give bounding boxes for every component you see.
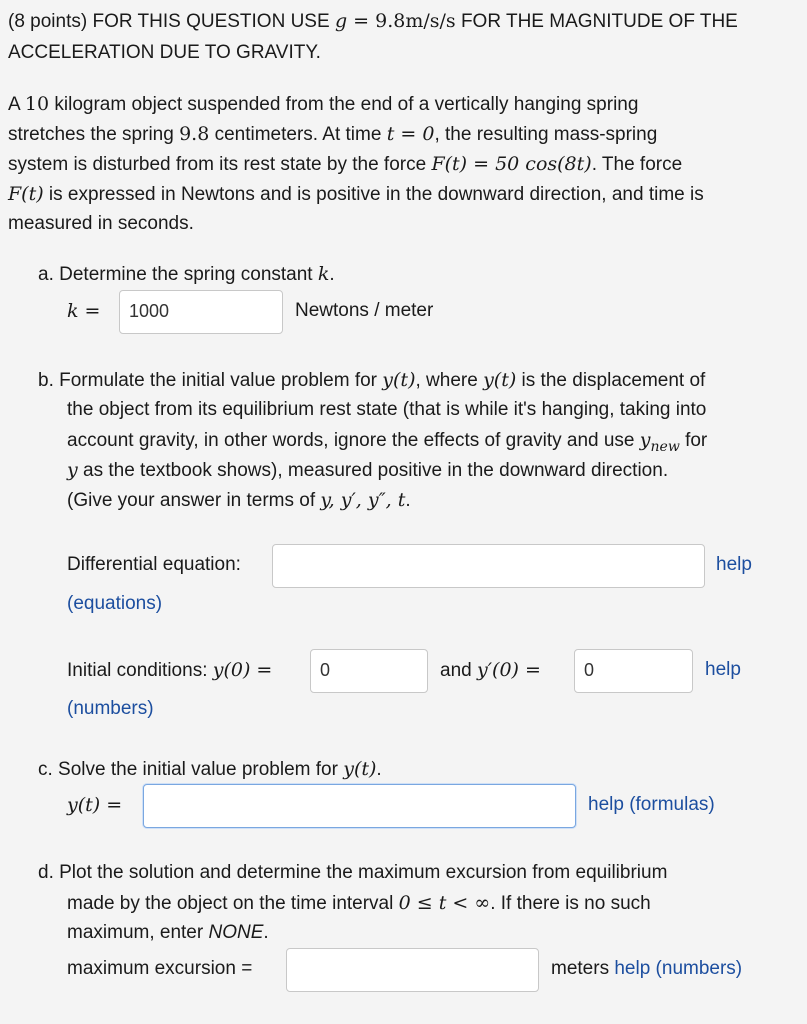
part-d-text: maximum, enter — [67, 922, 209, 943]
part-a-prompt — [38, 259, 335, 290]
part-a-text: a. Determine the spring constant — [38, 264, 318, 285]
formulas-help-link[interactable]: help (formulas) — [588, 794, 715, 815]
problem-line-5: measured in seconds. — [8, 213, 194, 234]
problem-line-1 — [8, 89, 638, 119]
ic-yp0-label: y′(0) = — [476, 659, 541, 681]
part-d-line-2 — [67, 888, 651, 919]
equations-help-link[interactable]: help — [716, 554, 752, 575]
meters-text: meters — [551, 958, 610, 979]
ic-y0-label: y(0) = — [212, 659, 273, 681]
header-g-symbol: g — [334, 10, 348, 32]
k-units: Newtons / meter — [295, 300, 434, 321]
equations-help-link-2[interactable]: (equations) — [67, 593, 163, 614]
numbers-help-link-2[interactable]: (numbers) — [67, 698, 154, 719]
part-b-yt: y(t) — [382, 369, 416, 391]
part-b-text: b. Formulate the initial value problem for — [38, 370, 383, 391]
spring-constant-input[interactable]: 1000 — [119, 290, 283, 334]
part-b-vars: y, y′, y″, t — [320, 489, 406, 511]
header-rest: FOR THE MAGNITUDE OF THE — [460, 11, 738, 32]
part-b-text: for — [679, 430, 708, 451]
problem-text: kilogram object suspended from the end of a vertically hanging spring — [49, 94, 639, 115]
part-a-k: k — [317, 263, 330, 285]
problem-force-symbol: F(t) — [8, 183, 44, 205]
problem-mass: 10 — [24, 93, 50, 115]
numbers-help-link-d[interactable]: help (numbers) — [614, 958, 743, 979]
problem-text: stretches the spring — [8, 124, 180, 145]
problem-line-4 — [8, 179, 704, 209]
k-label: k = — [67, 300, 101, 322]
initial-conditions-label — [67, 655, 272, 686]
part-b-yt: y(t) — [483, 369, 517, 391]
meters-units — [551, 954, 742, 984]
ic-text: and — [440, 660, 477, 681]
part-d-line-1: d. Plot the solution and determine the maximum excursion from equilibrium — [38, 862, 668, 883]
part-b-new-subscript: new — [650, 438, 680, 455]
part-d-text: made by the object on the time interval — [67, 893, 399, 914]
problem-stretch: 9.8 — [179, 123, 210, 145]
part-c-text: c. Solve the initial value problem for — [38, 759, 344, 780]
part-b-y: y — [639, 429, 651, 451]
part-d-text: . — [263, 922, 269, 943]
part-c-text: . — [376, 759, 382, 780]
problem-time: t = 0 — [386, 123, 435, 145]
problem-text: . The force — [591, 154, 683, 175]
part-a-text: . — [329, 264, 335, 285]
ic-text: Initial conditions: — [67, 660, 213, 681]
solution-input[interactable] — [143, 784, 576, 828]
differential-equation-label: Differential equation: — [67, 554, 241, 575]
max-excursion-input[interactable] — [286, 948, 539, 992]
part-c-prompt — [38, 754, 382, 785]
header-g-value: = 9.8m/s/s — [347, 10, 456, 32]
part-b-text: . — [405, 490, 411, 511]
header-line-1 — [8, 6, 738, 36]
part-b-text: as the textbook shows), measured positive in the downward direction. — [77, 460, 669, 481]
part-b-text: is the displacement of — [516, 370, 706, 391]
problem-line-3 — [8, 149, 682, 179]
part-d-interval: 0 ≤ t < ∞ — [398, 892, 491, 914]
y-solution-label: y(t) = — [67, 794, 123, 816]
part-b-text: , where — [415, 370, 484, 391]
part-d-text: . If there is no such — [490, 893, 651, 914]
max-excursion-label: maximum excursion = — [67, 958, 253, 979]
problem-text: A — [8, 94, 25, 115]
ic-and-label — [440, 655, 541, 686]
problem-text: , the resulting mass-spring — [434, 124, 658, 145]
initial-velocity-input[interactable]: 0 — [574, 649, 693, 693]
problem-line-2 — [8, 119, 657, 149]
part-b-line-1 — [38, 365, 705, 396]
part-c-yt: y(t) — [343, 758, 377, 780]
part-b-text: (Give your answer in terms of — [67, 490, 321, 511]
part-b-line-4 — [67, 455, 668, 486]
initial-position-input[interactable]: 0 — [310, 649, 428, 693]
problem-force: F(t) = 50 cos(8t) — [431, 153, 592, 175]
part-b-y: y — [67, 459, 78, 481]
problem-text: centimeters. At time — [209, 124, 387, 145]
part-d-line-3 — [67, 918, 269, 948]
part-d-none: NONE — [208, 922, 264, 943]
numbers-help-link[interactable]: help — [705, 659, 741, 680]
differential-equation-input[interactable] — [272, 544, 705, 588]
part-b-line-2: the object from its equilibrium rest state (that is while it's hanging, taking into — [67, 399, 707, 420]
header-line-2: ACCELERATION DUE TO GRAVITY. — [8, 42, 321, 63]
header-points: (8 points) FOR THIS QUESTION USE — [8, 11, 330, 32]
problem-text: system is disturbed from its rest state by the force — [8, 154, 432, 175]
problem-text: is expressed in Newtons and is positive in the downward direction, and time is — [43, 184, 704, 205]
part-b-line-5 — [67, 485, 411, 516]
part-b-text: account gravity, in other words, ignore the effects of gravity and use — [67, 430, 640, 451]
